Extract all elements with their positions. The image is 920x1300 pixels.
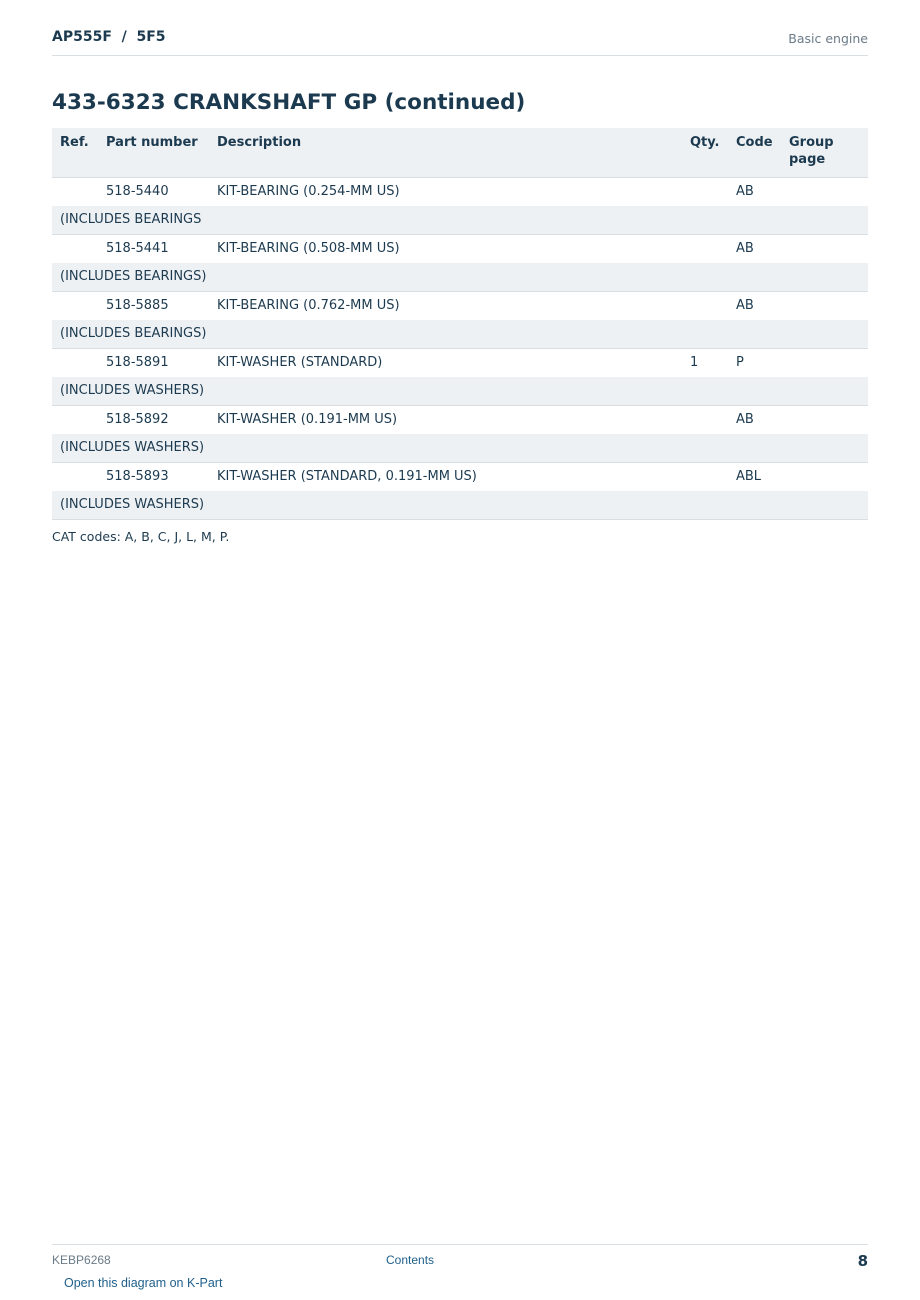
cell-description: KIT-WASHER (STANDARD) bbox=[209, 348, 682, 377]
cell-part-number: 518-5891 bbox=[98, 348, 209, 377]
cell-group-page bbox=[781, 348, 868, 377]
cell-part-number: 518-5440 bbox=[98, 177, 209, 206]
footer-divider bbox=[52, 1244, 868, 1245]
row-note: (INCLUDES BEARINGS) bbox=[52, 263, 868, 291]
cat-codes-note: CAT codes: A, B, C, J, L, M, P. bbox=[52, 529, 230, 544]
table-header-row bbox=[52, 128, 868, 177]
table-row-note bbox=[52, 320, 868, 348]
cell-group-page bbox=[781, 462, 868, 491]
cell-group-page bbox=[781, 234, 868, 263]
table-row bbox=[52, 177, 868, 206]
cell-part-number: 518-5893 bbox=[98, 462, 209, 491]
row-note: (INCLUDES BEARINGS) bbox=[52, 320, 868, 348]
open-kpart-link[interactable]: Open this diagram on K-Part bbox=[64, 1276, 223, 1290]
cell-part-number: 518-5892 bbox=[98, 405, 209, 434]
table-row bbox=[52, 291, 868, 320]
cell-qty bbox=[682, 462, 728, 491]
parts-table-body bbox=[52, 177, 868, 519]
cell-ref bbox=[52, 348, 98, 377]
cell-description: KIT-WASHER (STANDARD, 0.191-MM US) bbox=[209, 462, 682, 491]
cell-qty bbox=[682, 177, 728, 206]
column-header-ref: Ref. bbox=[52, 128, 98, 177]
row-note: (INCLUDES BEARINGS bbox=[52, 206, 868, 234]
table-row bbox=[52, 405, 868, 434]
parts-table bbox=[52, 128, 868, 520]
cell-code: P bbox=[728, 348, 781, 377]
cell-qty bbox=[682, 234, 728, 263]
column-header-group-page: Group page bbox=[781, 128, 868, 177]
cell-code: AB bbox=[728, 291, 781, 320]
cell-code: ABL bbox=[728, 462, 781, 491]
document-id: KEBP6268 bbox=[52, 1253, 111, 1267]
page-title-suffix: (continued) bbox=[377, 90, 526, 115]
table-row-note bbox=[52, 206, 868, 234]
table-row-note bbox=[52, 377, 868, 405]
cell-description: KIT-WASHER (0.191-MM US) bbox=[209, 405, 682, 434]
cell-description: KIT-BEARING (0.762-MM US) bbox=[209, 291, 682, 320]
cell-ref bbox=[52, 291, 98, 320]
cell-group-page bbox=[781, 291, 868, 320]
column-header-code: Code bbox=[728, 128, 781, 177]
table-row-note bbox=[52, 491, 868, 519]
cell-code: AB bbox=[728, 177, 781, 206]
page-title bbox=[52, 90, 525, 115]
model-label: AP555F / 5F5 bbox=[52, 29, 166, 45]
cell-part-number: 518-5885 bbox=[98, 291, 209, 320]
cell-part-number: 518-5441 bbox=[98, 234, 209, 263]
section-name: Basic engine bbox=[788, 31, 868, 46]
cell-group-page bbox=[781, 405, 868, 434]
cell-ref bbox=[52, 177, 98, 206]
cell-ref bbox=[52, 462, 98, 491]
table-row bbox=[52, 234, 868, 263]
cell-qty bbox=[682, 291, 728, 320]
table-row-note bbox=[52, 434, 868, 462]
page-title-group: 433-6323 CRANKSHAFT GP bbox=[52, 90, 378, 115]
cell-ref bbox=[52, 234, 98, 263]
page-header bbox=[52, 28, 868, 56]
row-note: (INCLUDES WASHERS) bbox=[52, 491, 868, 519]
cell-code: AB bbox=[728, 405, 781, 434]
cell-qty bbox=[682, 405, 728, 434]
table-row-note bbox=[52, 263, 868, 291]
column-header-qty: Qty. bbox=[682, 128, 728, 177]
cell-qty: 1 bbox=[682, 348, 728, 377]
table-row bbox=[52, 348, 868, 377]
column-header-part-number: Part number bbox=[98, 128, 209, 177]
cell-code: AB bbox=[728, 234, 781, 263]
contents-link[interactable]: Contents bbox=[386, 1253, 435, 1267]
cell-description: KIT-BEARING (0.254-MM US) bbox=[209, 177, 682, 206]
page-number: 8 bbox=[857, 1252, 868, 1270]
row-note: (INCLUDES WASHERS) bbox=[52, 377, 868, 405]
cell-group-page bbox=[781, 177, 868, 206]
row-note: (INCLUDES WASHERS) bbox=[52, 434, 868, 462]
cell-ref bbox=[52, 405, 98, 434]
column-header-description: Description bbox=[209, 128, 682, 177]
cell-description: KIT-BEARING (0.508-MM US) bbox=[209, 234, 682, 263]
table-row bbox=[52, 462, 868, 491]
